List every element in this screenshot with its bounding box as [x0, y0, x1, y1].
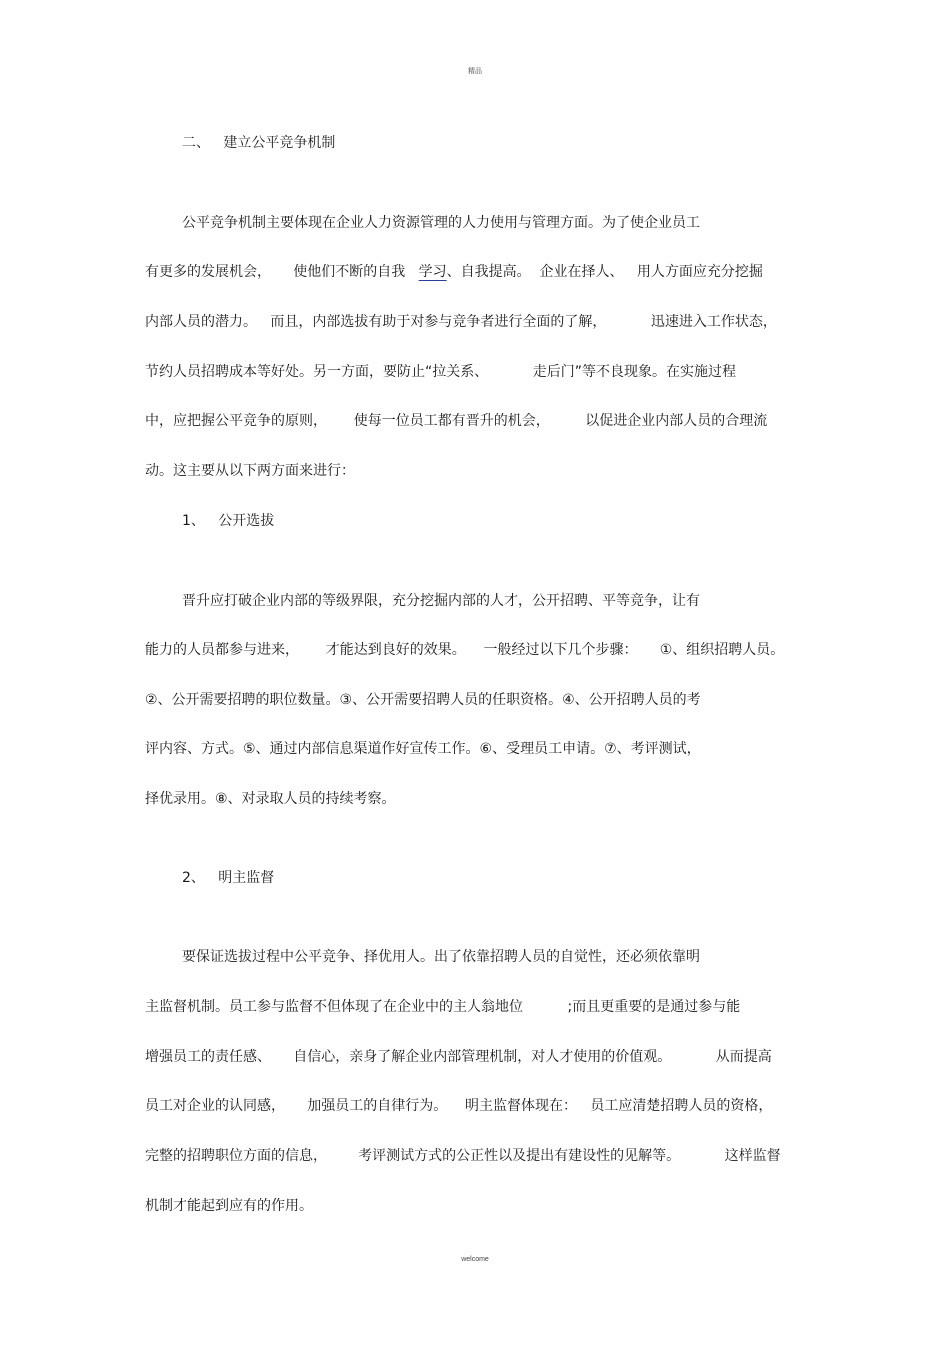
para3-line2: 主监督机制。员工参与监督不但体现了在企业中的主人翁地位 ;而且更重要的是通过参与能 [145, 999, 741, 1015]
para3-line5: 完整的招聘职位方面的信息， 考评测试方式的公正性以及提出有建设性的见解等。 这样监督 [145, 1148, 781, 1164]
para3-line6: 机制才能起到应有的作用。 [145, 1198, 313, 1214]
header-mark: 精品 [468, 67, 482, 75]
para1-line2-end: 、自我提高。 企业在择人、 用人方面应充分挖掘 [446, 264, 763, 280]
section-title: 二、 建立公平竞争机制 [182, 135, 336, 151]
para1-line3: 内部人员的潜力。 而且，内部选拔有助于对参与竞争者进行全面的了解， 迅速进入工作状态， [145, 314, 777, 330]
para2-line4: 评内容、方式。⑤、通过内部信息渠道作好宣传工作。⑥、受理员工申请。⑦、考评测试， [145, 741, 701, 757]
para3-line4: 员工对企业的认同感， 加强员工的自律行为。 明主监督体现在： 员工应清楚招聘人员的资格， [145, 1098, 773, 1114]
para1-line4: 节约人员招聘成本等好处。另一方面，要防止“拉关系、 走后门”等不良现象。在实施过程 [145, 364, 737, 380]
para3-line3: 增强员工的责任感、 自信心，亲身了解企业内部管理机制，对人才使用的价值观。 从而提高 [145, 1049, 772, 1065]
para3-line1: 要保证选拔过程中公平竞争、择优用人。出了依靠招聘人员的自觉性，还必须依靠明 [182, 949, 700, 965]
para1-line6: 动。这主要从以下两方面来进行： [145, 463, 355, 479]
subsection-2-title: 2、 明主监督 [182, 870, 275, 886]
para2-line2: 能力的人员都参与进来， 才能达到良好的效果。 一般经过以下几个步骤： ①、组织招聘人员。 [145, 642, 785, 658]
footer-mark: welcome [461, 1256, 489, 1263]
subsection-1-title: 1、 公开选拔 [182, 513, 275, 529]
para1-line2 [145, 263, 763, 281]
para1-line2-start: 有更多的发展机会， 使他们不断的自我 [145, 264, 419, 280]
para2-line3: ②、公开需要招聘的职位数量。③、公开需要招聘人员的任职资格。④、公开招聘人员的考 [145, 692, 701, 708]
study-link[interactable]: 学习 [418, 264, 447, 280]
para1-line1: 公平竞争机制主要体现在企业人力资源管理的人力使用与管理方面。为了使企业员工 [182, 215, 700, 231]
para2-line5: 择优录用。⑧、对录取人员的持续考察。 [145, 791, 396, 807]
para2-line1: 晋升应打破企业内部的等级界限，充分挖掘内部的人才，公开招聘、平等竞争，让有 [182, 593, 700, 609]
para1-line5: 中，应把握公平竞争的原则， 使每一位员工都有晋升的机会， 以促进企业内部人员的合理流 [145, 413, 768, 429]
